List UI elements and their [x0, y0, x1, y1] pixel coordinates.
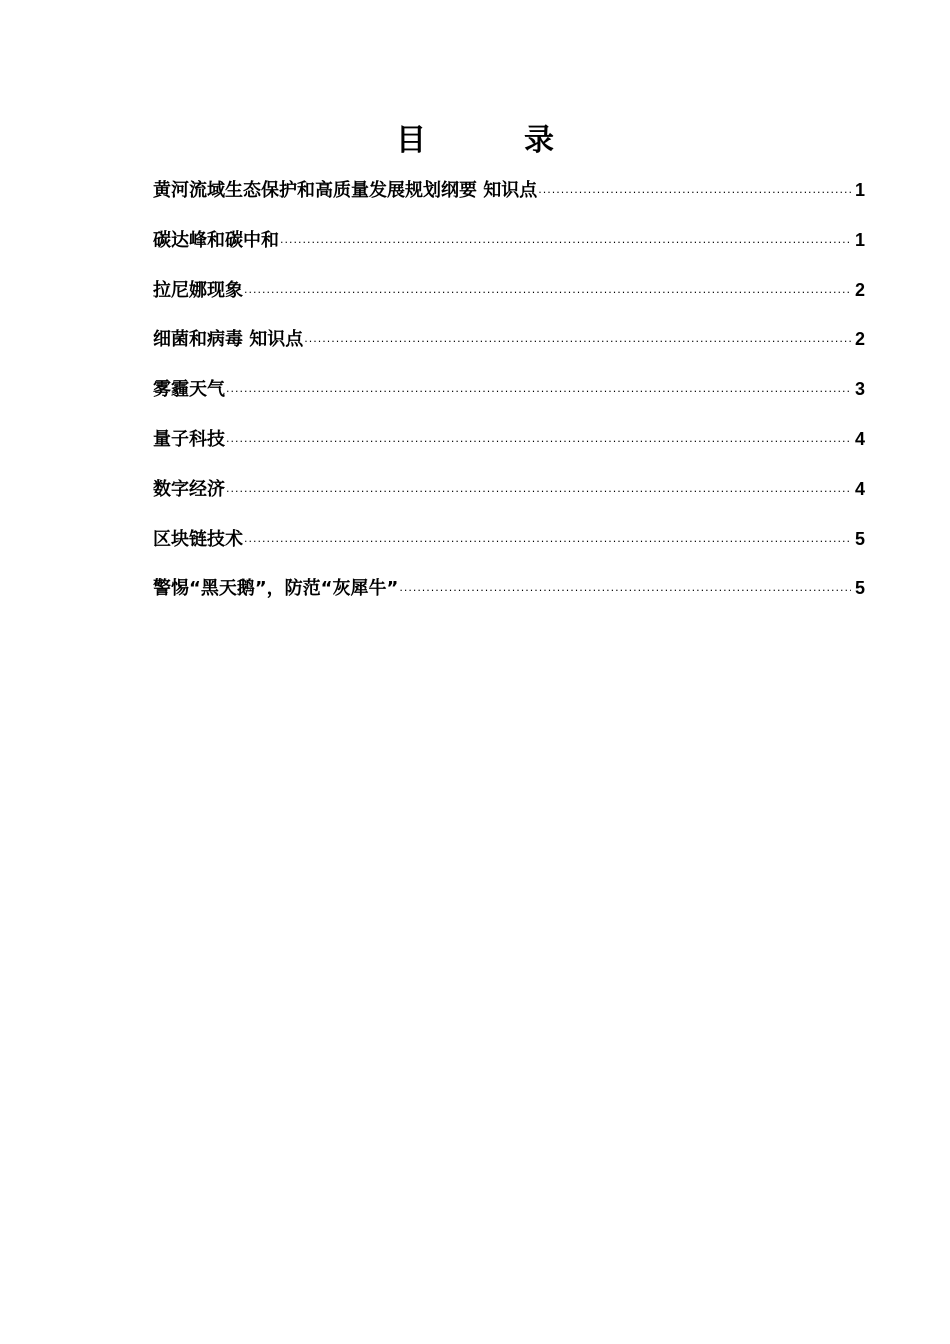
toc-dot-leader	[280, 229, 851, 257]
toc-list	[153, 176, 865, 624]
toc-entry[interactable]	[153, 226, 865, 276]
toc-dot-leader	[226, 478, 851, 506]
toc-entry[interactable]	[153, 425, 865, 475]
toc-dot-leader	[226, 378, 851, 406]
toc-entry[interactable]	[153, 176, 865, 226]
toc-page-number: 2	[854, 279, 865, 300]
toc-entry[interactable]	[153, 276, 865, 326]
toc-page-number: 5	[854, 528, 865, 549]
toc-page-number: 5	[854, 578, 865, 599]
toc-page-number: 1	[854, 180, 865, 200]
toc-entry-title: 量子科技	[153, 428, 225, 450]
toc-page-number: 2	[854, 329, 865, 350]
toc-entry-title: 碳达峰和碳中和	[153, 229, 279, 251]
toc-entry-title: 拉尼娜现象	[153, 279, 243, 301]
toc-entry[interactable]	[153, 375, 865, 425]
toc-page-number: 1	[854, 229, 865, 250]
toc-entry[interactable]	[153, 475, 865, 525]
toc-page-number: 4	[854, 478, 865, 499]
toc-dot-leader	[399, 577, 851, 605]
toc-dot-leader	[304, 328, 851, 356]
toc-entry-title: 细菌和病毒 知识点	[153, 329, 304, 351]
toc-dot-leader	[244, 528, 851, 556]
toc-entry-title: 警惕“黑天鹅”，防范“灰犀牛”	[153, 578, 399, 600]
toc-page-number: 4	[854, 428, 865, 449]
toc-title: 目 录	[396, 123, 588, 158]
toc-dot-leader	[244, 279, 851, 307]
toc-entry-title: 区块链技术	[153, 528, 243, 550]
toc-dot-leader	[226, 428, 851, 456]
toc-entry[interactable]	[153, 325, 865, 375]
toc-entry[interactable]	[153, 525, 865, 575]
toc-entry-title: 雾霾天气	[153, 379, 225, 401]
toc-entry[interactable]	[153, 574, 865, 624]
toc-entry-title: 黄河流域生态保护和高质量发展规划纲要 知识点	[153, 180, 538, 201]
toc-page-number: 3	[854, 379, 865, 400]
toc-dot-leader	[538, 179, 851, 207]
toc-entry-title: 数字经济	[153, 478, 225, 500]
